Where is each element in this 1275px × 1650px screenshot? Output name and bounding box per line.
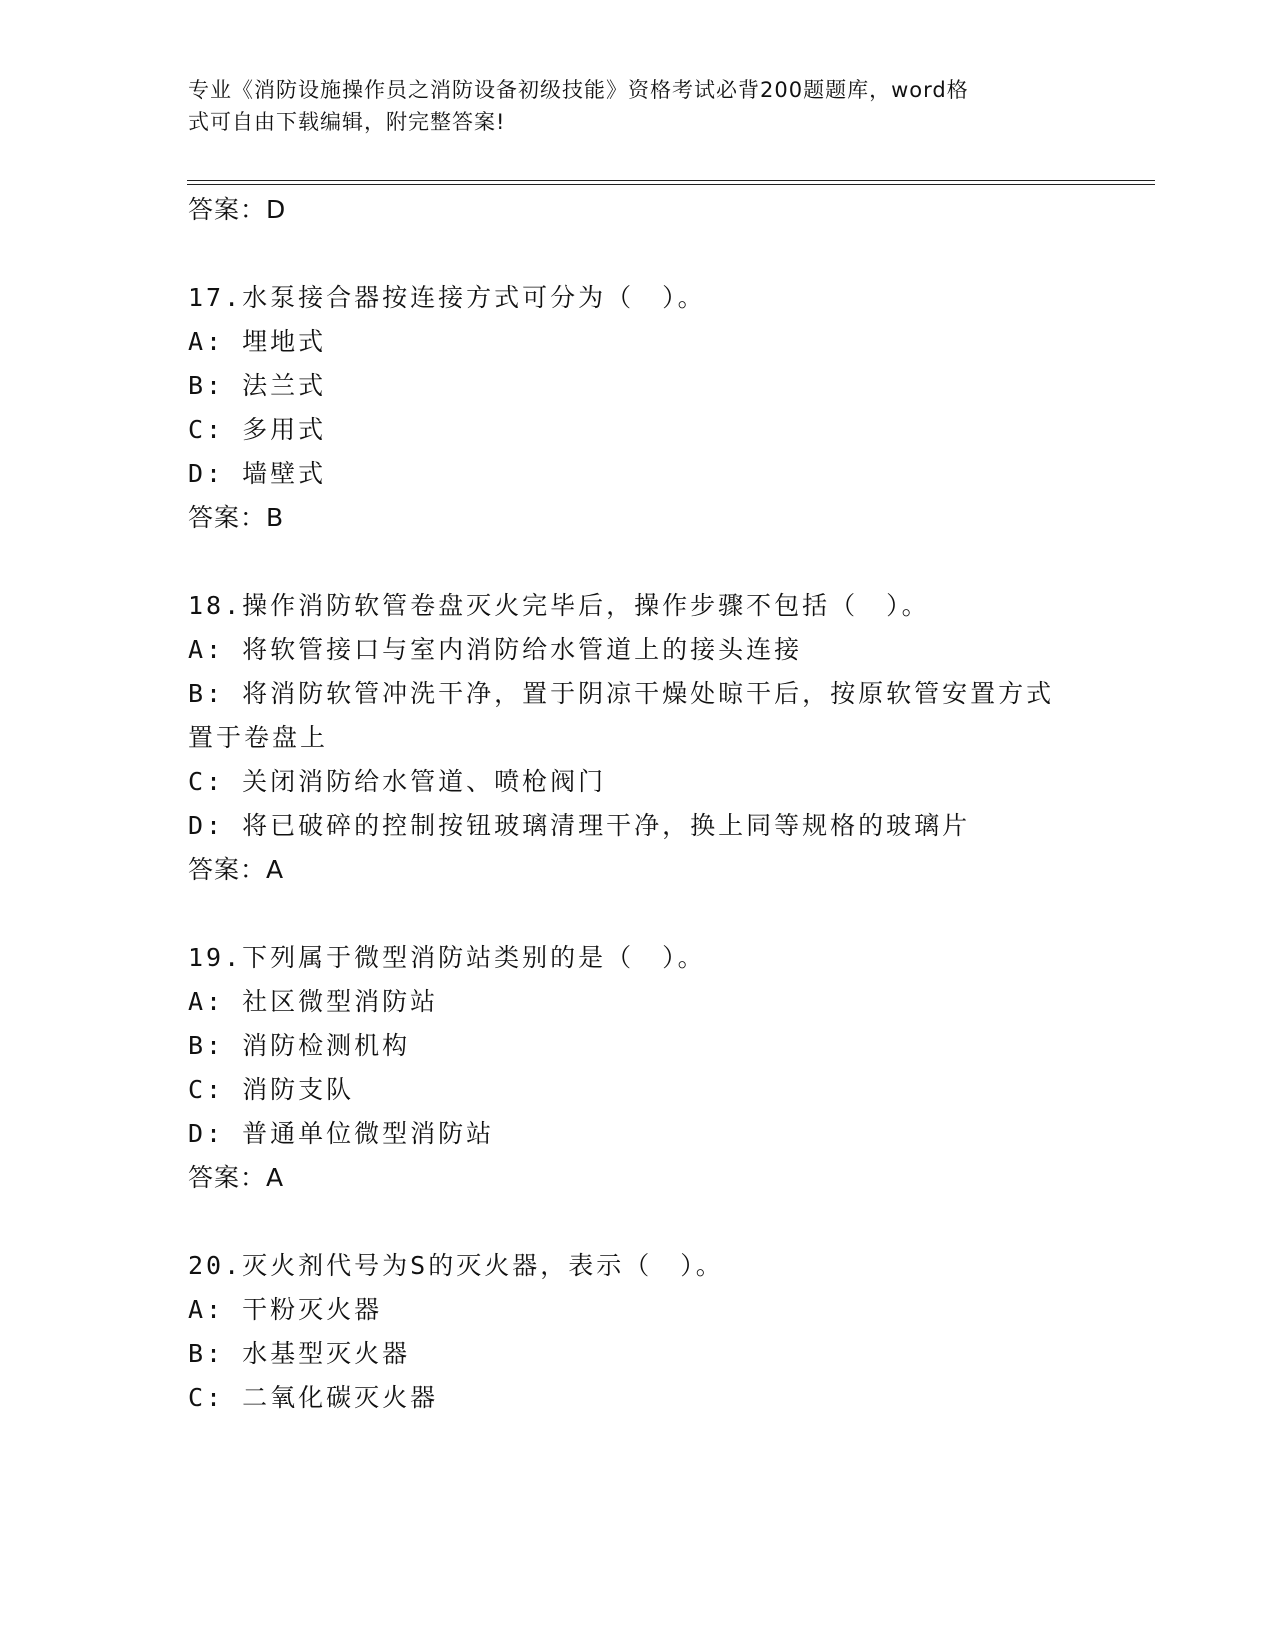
question-18-option-b: B: 将消防软管冲洗干净，置于阴凉干燥处晾干后，按原软管安置方式 — [188, 679, 1055, 708]
question-20-option-b: B: 水基型灭火器 — [188, 1339, 411, 1368]
question-19-answer: 答案：A — [188, 1163, 285, 1192]
question-20-option-a: A: 干粉灭火器 — [188, 1295, 383, 1324]
question-19-stem: 19.下列属于微型消防站类别的是（ ）。 — [188, 943, 706, 972]
question-17-option-a: A: 埋地式 — [188, 327, 327, 356]
question-18-option-a: A: 将软管接口与室内消防给水管道上的接头连接 — [188, 635, 803, 664]
document-header — [188, 74, 1068, 138]
question-18-answer: 答案：A — [188, 855, 285, 884]
header-divider-bottom — [187, 184, 1155, 185]
question-19-option-a: A: 社区微型消防站 — [188, 987, 439, 1016]
previous-answer: 答案：D — [188, 195, 287, 224]
header-divider-top — [187, 180, 1155, 181]
question-18-option-c: C: 关闭消防给水管道、喷枪阀门 — [188, 767, 607, 796]
question-19-option-b: B: 消防检测机构 — [188, 1031, 411, 1060]
question-17-option-d: D: 墙壁式 — [188, 459, 327, 488]
header-line-2: 式可自由下载编辑，附完整答案! — [188, 110, 506, 134]
question-17-option-c: C: 多用式 — [188, 415, 327, 444]
question-17-answer: 答案：B — [188, 503, 285, 532]
question-18-option-b-continued: 置于卷盘上 — [188, 723, 329, 752]
question-17-option-b: B: 法兰式 — [188, 371, 327, 400]
question-20-option-c: C: 二氧化碳灭火器 — [188, 1383, 439, 1412]
question-18-option-d: D: 将已破碎的控制按钮玻璃清理干净，换上同等规格的玻璃片 — [188, 811, 971, 840]
question-20-stem: 20.灭火剂代号为S的灭火器，表示（ ）。 — [188, 1251, 724, 1280]
question-19-option-d: D: 普通单位微型消防站 — [188, 1119, 495, 1148]
header-line-1: 专业《消防设施操作员之消防设备初级技能》资格考试必背200题题库，word格 — [188, 78, 969, 102]
question-18-stem: 18.操作消防软管卷盘灭火完毕后，操作步骤不包括（ ）。 — [188, 591, 930, 620]
question-19-option-c: C: 消防支队 — [188, 1075, 355, 1104]
question-17-stem: 17.水泵接合器按连接方式可分为（ ）。 — [188, 283, 706, 312]
